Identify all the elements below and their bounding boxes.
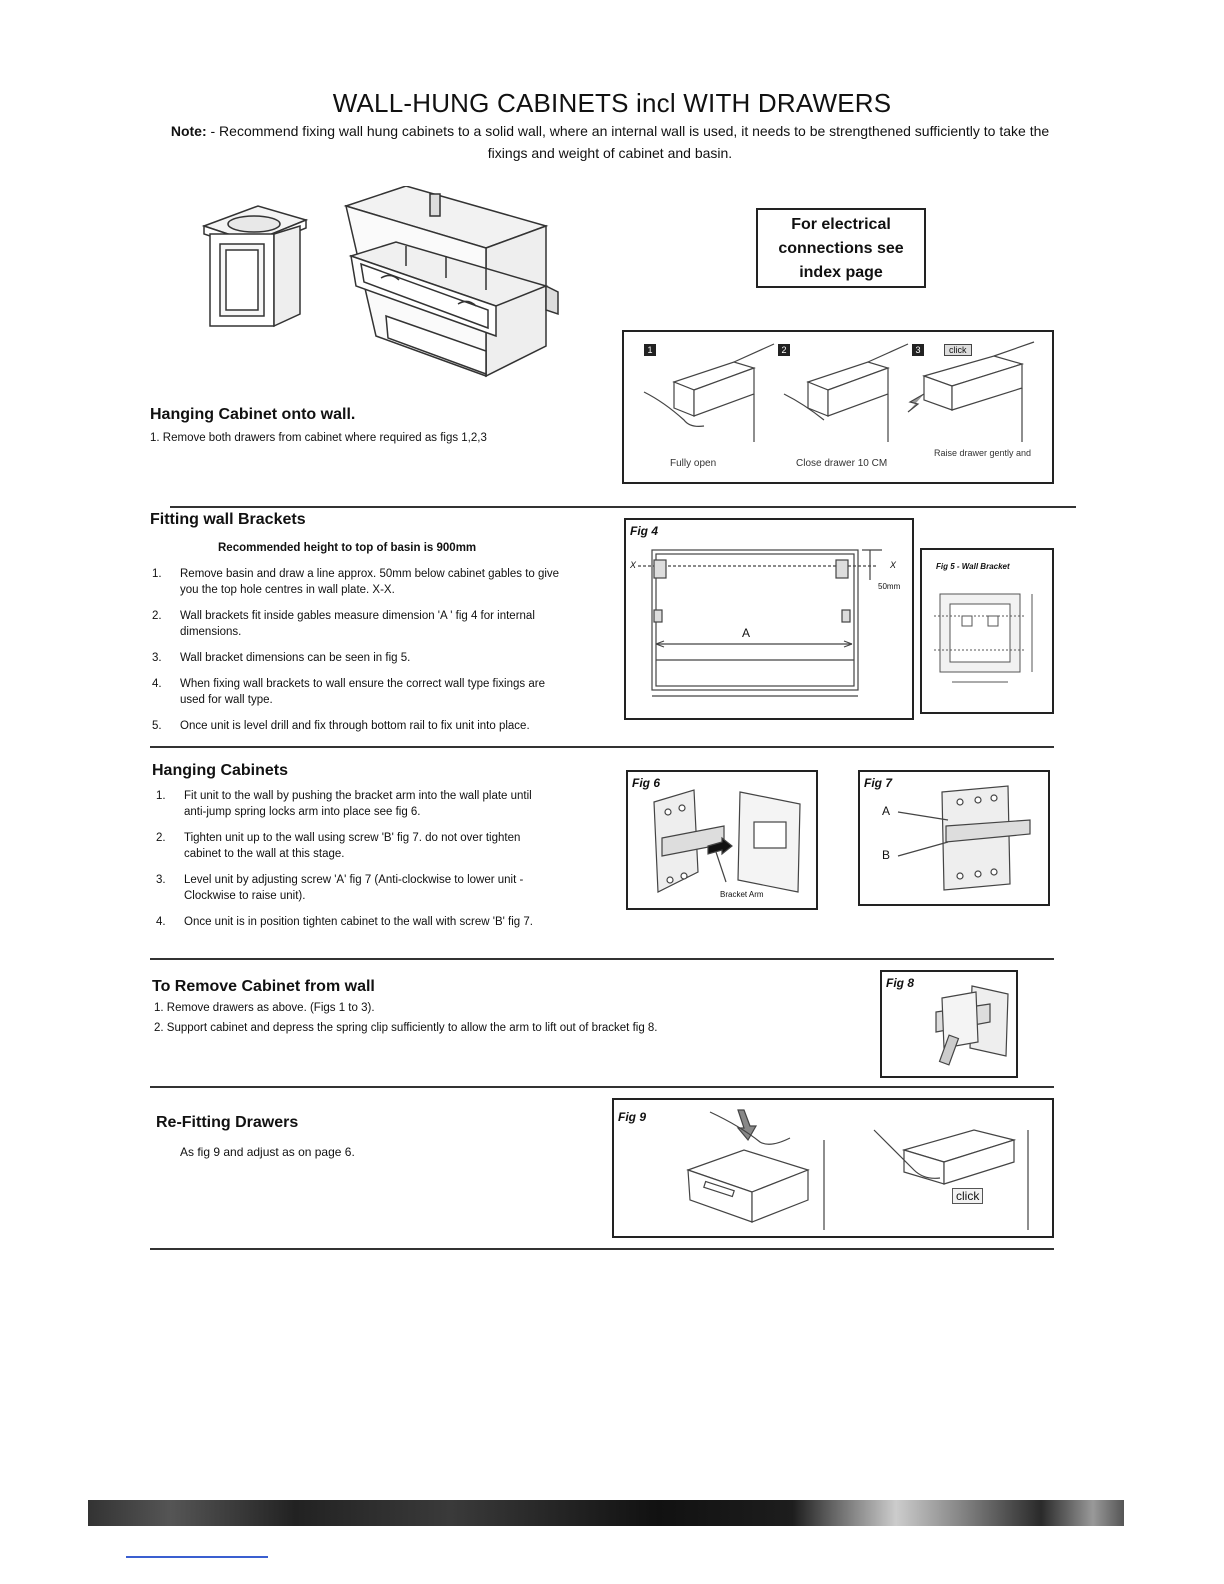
section-hanging-cabinet-step1: 1. Remove both drawers from cabinet where required as figs 1,2,3 <box>150 432 487 444</box>
fig-7-frame <box>858 770 1050 906</box>
section-remove-cabinet-title: To Remove Cabinet from wall <box>152 978 375 995</box>
figs-1-3-frame <box>622 330 1054 484</box>
remove-step-1: 1. Remove drawers as above. (Figs 1 to 3). <box>154 1002 375 1014</box>
adjustment-screws-diagram <box>860 772 1048 904</box>
fig-2-number: 2 <box>778 344 790 356</box>
fig-7-screw-b: B <box>882 848 891 862</box>
fig-1-caption: Fully open <box>670 458 717 469</box>
fig-3-click-label: click <box>944 344 972 356</box>
list-item: 3. Wall bracket dimensions can be seen in fig 5. <box>152 652 411 664</box>
fig-5-frame <box>920 548 1054 714</box>
hanging-cabinets-steps <box>156 788 556 940</box>
electrical-note-box: For electrical connections see index page <box>756 208 926 288</box>
fig-7-label: Fig 7 <box>864 776 893 790</box>
fig-4-x-left: X <box>630 560 637 570</box>
wall-bracket-diagram <box>922 550 1052 712</box>
remove-step-2: 2. Support cabinet and depress the spring clip sufficiently to allow the arm to lift out of bracket fig 8. <box>154 1022 658 1034</box>
fig-7-screw-a: A <box>882 804 891 818</box>
footer-image-strip <box>88 1500 1124 1526</box>
note-text: - Recommend fixing wall hung cabinets to a solid wall, where an internal wall is used, it needs to be strengthened sufficiently to take the fixings and weight of cabinet and basin. <box>210 123 1050 161</box>
small-cabinet-icon <box>204 206 306 326</box>
fig-9-click-label: click <box>952 1188 983 1204</box>
bracket-arm-diagram <box>628 772 816 908</box>
divider <box>150 1086 1054 1088</box>
fig-4-x-right: X <box>890 560 897 570</box>
fig-6-caption: Bracket Arm <box>720 890 764 899</box>
fig-4-50mm: 50mm <box>878 582 901 591</box>
note-label: Note: <box>170 123 207 139</box>
spring-clip-diagram <box>882 972 1016 1076</box>
cabinet-illustration <box>196 186 566 396</box>
list-item: 2. Tighten unit up to the wall using screw 'B' fig 7. do not over tighten cabinet to the wall at this stage. <box>156 832 521 860</box>
fig-4-frame <box>624 518 914 720</box>
list-item: 2. Wall brackets fit inside gables measure dimension 'A ' fig 4 for internal dimensions. <box>152 610 535 638</box>
fig-4-dimension-a: A <box>742 626 751 640</box>
divider <box>150 1248 1054 1250</box>
fitting-brackets-steps <box>152 566 572 744</box>
fig-6-label: Fig 6 <box>632 776 661 790</box>
section-fitting-brackets-title: Fitting wall Brackets <box>150 511 306 528</box>
list-item: 5. Once unit is level drill and fix through bottom rail to fix unit into place. <box>152 720 530 732</box>
fig-4-cabinet-diagram <box>626 520 912 718</box>
fig-8-frame <box>880 970 1018 1078</box>
refitting-drawers-text: As fig 9 and adjust as on page 6. <box>180 1145 355 1159</box>
list-item: 1. Fit unit to the wall by pushing the bracket arm into the wall plate until anti-jump spring locks arm into place see fig 6. <box>156 790 532 818</box>
fig-3-number: 3 <box>912 344 924 356</box>
fig-9-label: Fig 9 <box>618 1110 647 1124</box>
fig-4-label: Fig 4 <box>630 524 659 538</box>
divider <box>150 746 1054 748</box>
section-hanging-cabinet-title: Hanging Cabinet onto wall. <box>150 406 356 423</box>
fig-8-label: Fig 8 <box>886 976 915 990</box>
drawer-refit-illustration <box>614 1100 1052 1236</box>
footer-link-underline[interactable] <box>126 1556 268 1558</box>
drawer-cabinet-icon <box>346 186 558 376</box>
page-title: WALL-HUNG CABINETS incl WITH DRAWERS <box>332 88 892 118</box>
fig-3-caption: Raise drawer gently and <box>934 448 1032 458</box>
list-item: 4. Once unit is in position tighten cabinet to the wall with screw 'B' fig 7. <box>156 916 533 928</box>
fig-6-frame <box>626 770 818 910</box>
fig-5-label: Fig 5 - Wall Bracket <box>936 562 1010 571</box>
list-item: 4. When fixing wall brackets to wall ensure the correct wall type fixings are used for wall type. <box>152 678 545 706</box>
section-refitting-drawers-title: Re-Fitting Drawers <box>156 1114 299 1131</box>
note <box>150 120 1070 164</box>
fig-9-frame <box>612 1098 1054 1238</box>
recommended-height-note: Recommended height to top of basin is 900mm <box>218 542 477 554</box>
fig-2-caption: Close drawer 10 CM <box>796 458 888 469</box>
list-item: 3. Level unit by adjusting screw 'A' fig 7 (Anti-clockwise to lower unit - Clockwise to raise unit). <box>156 874 524 902</box>
divider <box>170 506 1076 508</box>
divider <box>150 958 1054 960</box>
fig-1-number: 1 <box>644 344 656 356</box>
list-item: 1. Remove basin and draw a line approx. 50mm below cabinet gables to give you the top hole centres in wall plate. X-X. <box>152 568 560 596</box>
section-hanging-cabinets-title: Hanging Cabinets <box>152 762 289 779</box>
